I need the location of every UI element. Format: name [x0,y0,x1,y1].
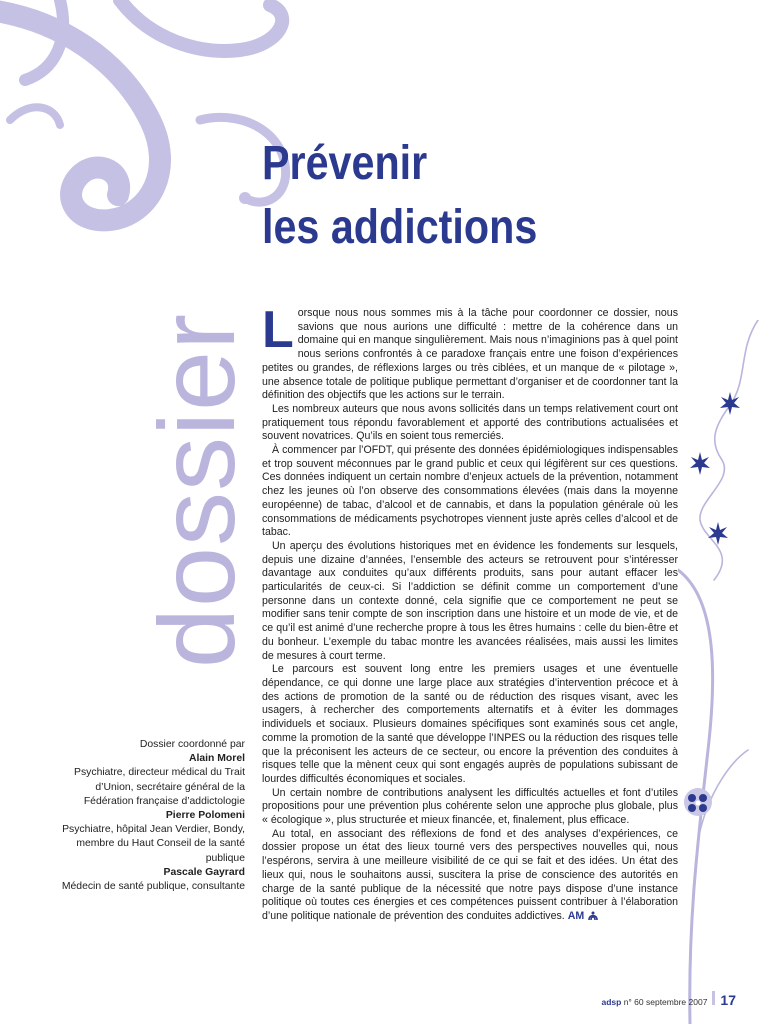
author-block [60,809,245,866]
paragraph-6: Un certain nombre de contributions analysent les difficultés actuelles et font d’utiles propositions pour une prévention plus cohérente selon une approche plus globale, plus « écologique », plus structurée et mieux financée, et, finalement, plus efficace. [262,786,678,827]
paragraph-4: Un aperçu des évolutions historiques met en évidence les fondements sur lesquels, depuis une dizaine d’années, l’ensemble des acteurs se retrouvent pour s’intéresser davantage aux conduites qu’aux différents produits, sans pour autant effacer les particularités de ceux-ci. Si l’addiction se définit comme un comportement d’une personne dans un contexte donné, cela signifie que ce comportement ne peut se modifier sans tenir compte de son inscription dans une histoire et un mode de vie, et de ce qu’il est animé d’une recherche propre à tous les êtres humains : celle du bien-être et du bonheur. L’exemple du tabac montre les avancées réalisées, mais aussi les limites de mesures à court terme. [262,539,678,662]
page-footer [601,991,736,1008]
author-block [60,752,245,809]
signature: AM [567,909,585,922]
paragraph-7: Au total, en associant des réflexions de fond et des analyses d’expériences, ce dossier propose un état des lieux tourné vers des perspectives nouvelles qui, nous l’espérons, servira à une meilleure visibilité de ce qui se fait et des idées. Un état des lieux qui, nous le souhaitons aussi, suscitera la prise de conscience des autorités en charge de la santé publique de la nécessité que notre pays dispose d’une instance politique où toutes ces énergies et ces compétences puissent contribuer à l’élaboration d’une politique nationale de prévention des conduites addictives. AM [262,827,678,922]
author-block [60,866,245,894]
credits [60,738,245,894]
star-flowers [690,392,740,545]
drop-cap: L [262,301,294,359]
paragraph-5: Le parcours est souvent long entre les premiers usages et une éventuelle dépendance, ce qui donne une large place aux stratégies d’intervention précoce et à des actions de promotion de la santé ou de réduction des risques visant, avec les usagers, à rechercher des comportements alternatifs et à éviter les dommages individuels et sociaux. Plusieurs domaines spécifiques sont examinés sous cet angle, comme la promotion de la santé que développe l’INPES ou la réduction des risques telle que la préconisent les acteurs de ce secteur, ou encore la prévention des conduites à risques telle que la mènent ceux qui sont engagés auprès de populations subissant de lourdes difficultés économiques et sociales. [262,663,678,785]
article-body [262,301,678,924]
author-role: Psychiatre, hôpital Jean Verdier, Bondy, membre du Haut Conseil de la santé publique [62,824,245,864]
flower-icon [684,788,712,816]
paragraph-2: Les nombreux auteurs que nous avons sollicités dans un temps relativement court ont pratiquement tous répondu favorablement et apporté des contributions actualisées et souvent novatrices. Qu’ils en soient tous remerciés. [262,402,678,443]
vine-ornament [678,320,768,1024]
author-name: Pascale Gayrard [163,866,245,878]
credits-intro: Dossier coordonné par [139,739,245,750]
author-name: Pierre Polomeni [165,810,245,822]
page-title [262,132,537,260]
title-line-1: Prévenir [262,137,428,190]
footer-publication: adsp n° 60 septembre 2007 [601,997,708,1007]
author-role: Psychiatre, directeur médical du Trait d’Union, secrétaire général de la Fédération française d’addictologie [74,767,245,807]
section-label: dossier [136,312,258,668]
title-line-2: les addictions [262,201,538,254]
page-number: 17 [720,992,736,1008]
author-role: Médecin de santé publique, consultante [61,881,245,893]
author-name: Alain Morel [188,753,245,765]
footer-separator [712,991,715,1005]
end-mark-icon [587,911,599,921]
paragraph-1: Lorsque nous nous sommes mis à la tâche pour coordonner ce dossier, nous savions que nous aurions une difficulté : mettre de la cohérence dans un domaine qui en manque singulièrement. Mais nous n’imaginions pas à quel point nous serions confrontés à ce paradoxe français entre une foison d’expériences petites ou grandes, de réflexions larges ou très ciblées, et un manque de « pilotage », une absence totale de politique publique permettant d’organiser et de coordonner tant la définition des objectifs que les actions sur le terrain. [262,301,678,402]
paragraph-3: À commencer par l’OFDT, qui présente des données épidémiologiques indispensables et trop souvent méconnues par le grand public et ceux qui légifèrent sur ces questions. Ces données indiquent un certain nombre d’enjeux actuels de la prévention, notamment chez les jeunes où l’on observe des consommations élevées (mais dans la moyenne européenne) de tabac, d’alcool et de cannabis, et dans la population générale où les consommations de médicaments psychotropes viennent juste après celles d’alcool et de tabac. [262,444,678,539]
